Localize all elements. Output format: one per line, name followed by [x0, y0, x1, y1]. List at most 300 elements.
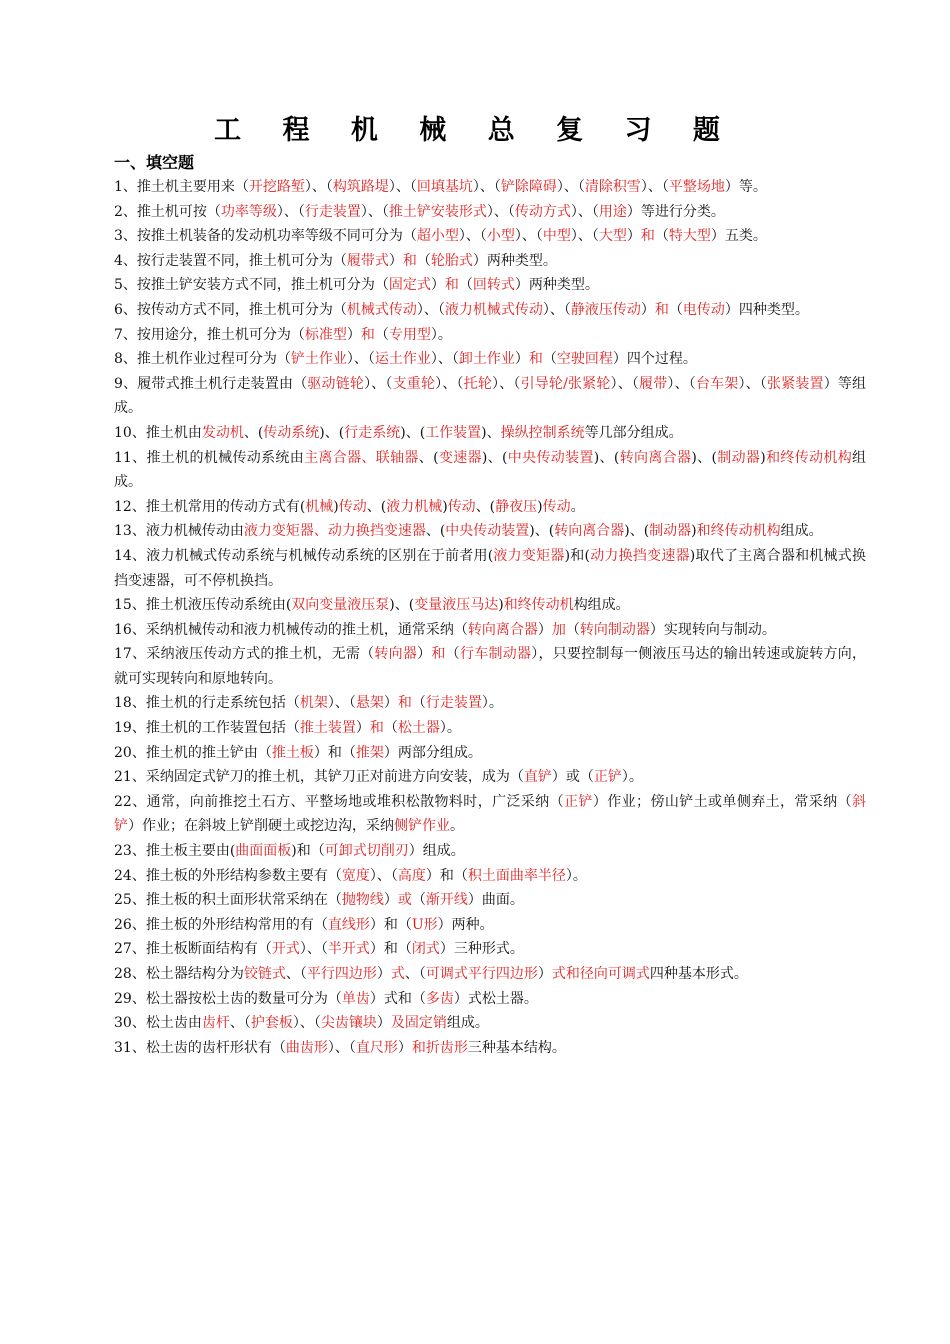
question-text: 17、采纳液压传动方式的推土机，无需（: [114, 646, 375, 663]
answer-text: 传动系统: [263, 424, 320, 441]
question-text: ）、（: [514, 228, 543, 245]
answer-text: 发动机: [201, 424, 244, 441]
question-text: 31、松土齿的齿杆形状有（: [114, 1039, 286, 1056]
answer-text: 铲土作业: [290, 351, 347, 368]
question-text: ): [442, 498, 448, 515]
question-text: 组成。: [114, 449, 867, 491]
question-item: [114, 323, 866, 348]
question-text: ）实现转向与制动。: [649, 621, 776, 638]
question-text: 21、采纳固定式铲刀的推土机，其铲刀正对前进方向安装，成为（: [114, 769, 524, 786]
answer-text: 传动: [447, 498, 476, 515]
question-text: 5、按推土铲安装方式不同，推土机可分为（: [114, 277, 389, 294]
question-text: 、(: [366, 498, 387, 515]
question-text: 组成。: [780, 523, 823, 540]
question-text: ): [498, 597, 504, 614]
answer-text: 静液压传动: [570, 301, 641, 318]
question-text: ）和（: [313, 744, 356, 761]
question-text: ）。: [621, 769, 643, 786]
question-text: ）两种类型。: [472, 252, 557, 269]
question-text: ）、（: [435, 375, 464, 392]
question-text: ）和（: [369, 941, 412, 958]
answer-text: 变速器: [438, 449, 482, 466]
question-text: 23、推土板主要由(: [114, 843, 236, 860]
question-text: ）。: [439, 720, 461, 737]
question-text: ）、（: [369, 867, 398, 884]
question-text: 20、推土机的推土铲由（: [114, 744, 272, 761]
question-item: [114, 716, 866, 741]
answer-text: 斜铲: [114, 793, 866, 835]
question-text: 11、推土机的机械传动系统由: [114, 449, 305, 466]
question-text: ）、（: [327, 1039, 356, 1056]
question-text: ）式松土器。: [453, 990, 538, 1007]
question-text: ）两部分组成。: [383, 744, 482, 761]
question-text: 22、通常，向前推挖土石方、平整场地或堆积松散物料时，广泛采纳（: [114, 793, 565, 810]
answer-text: 标准型: [304, 326, 347, 343]
question-text: ）: [537, 966, 552, 982]
answer-text: 台车架: [695, 375, 739, 392]
question-text: ）、（: [640, 179, 669, 195]
answer-text: 轮胎式: [430, 252, 473, 269]
question-text: ): [537, 498, 543, 515]
answer-text: 加: [551, 621, 566, 638]
answer-text: 松土器: [397, 720, 440, 737]
answer-text: 主离合器、联轴器: [304, 449, 419, 466]
question-text: 等几部分组成。: [584, 424, 683, 441]
answer-text: 护套板: [250, 1015, 293, 1032]
question-text: )、(: [389, 597, 415, 614]
answer-text: 运土作业: [374, 351, 431, 368]
answer-text: 用途: [598, 203, 627, 220]
answer-text: 卸土作业: [458, 351, 515, 368]
question-item: [114, 421, 866, 446]
answer-text: 铲除障碍: [500, 179, 557, 195]
question-text: )、(: [481, 449, 508, 466]
question-text: 24、推土板的外形结构参数主要有（: [114, 867, 342, 884]
question-text: （: [565, 621, 580, 638]
answer-text: 开式: [271, 941, 300, 958]
question-item: [114, 347, 866, 372]
answer-text: 特大型: [668, 228, 711, 245]
question-text: ）曲面。: [467, 892, 524, 909]
answer-text: 式: [390, 966, 405, 982]
question-text: ）: [430, 277, 445, 294]
answer-text: 功率等级: [220, 203, 277, 220]
question-text: ）: [388, 252, 403, 269]
question-text: 19、推土机的工作装置包括（: [114, 720, 300, 737]
question-text: )、(: [593, 449, 620, 466]
question-item: [114, 446, 866, 495]
answer-text: 正铲: [564, 793, 593, 810]
question-text: ）、（: [542, 301, 571, 318]
answer-text: 高度: [397, 867, 426, 884]
answer-text: 式和径向可调式: [551, 966, 650, 982]
question-text: 30、松土齿由: [114, 1015, 202, 1032]
answer-text: 机械式传动: [346, 301, 417, 318]
question-text: ）、（: [492, 375, 521, 392]
question-text: 26、推土板的外形结构常用的有（: [114, 916, 328, 933]
answer-text: 和: [528, 351, 543, 368]
answer-text: 传动方式: [514, 203, 571, 220]
question-text: ）、（: [304, 179, 333, 195]
answer-text: 大型: [598, 228, 627, 245]
question-text: ）: [376, 966, 391, 982]
question-text: ）: [376, 1015, 391, 1032]
question-text: )、(: [624, 523, 650, 540]
question-text: （: [458, 277, 473, 294]
question-item: [114, 273, 866, 298]
question-text: 1、推土机主要用来（: [114, 179, 249, 195]
answer-text: 和: [360, 326, 375, 343]
answer-text: 中央传动装置: [445, 523, 530, 540]
answer-text: 液力机械: [386, 498, 443, 515]
answer-text: 动力换挡变速器: [589, 547, 690, 564]
question-text: 6、按传动方式不同，推土机可分为（: [114, 301, 347, 318]
answer-text: 可调式平行四边形: [425, 966, 538, 982]
answer-text: 尖齿镶块: [320, 1015, 377, 1032]
question-text: （: [411, 892, 426, 909]
question-text: ）: [397, 1039, 412, 1056]
answer-text: 清除积雪: [584, 179, 641, 195]
question-text: 8、推土机作业过程可分为（: [114, 351, 291, 368]
question-text: )、(: [691, 449, 717, 466]
answer-text: 托轮: [463, 375, 493, 392]
answer-text: 直铲: [523, 769, 552, 786]
answer-text: 曲齿形: [285, 1039, 328, 1056]
question-text: 13、液力机械传动由: [114, 523, 244, 540]
answer-text: 工作装置: [425, 424, 482, 441]
question-item: [114, 298, 866, 323]
question-text: ）。: [481, 695, 503, 712]
answer-text: 多齿: [425, 990, 454, 1007]
answer-text: 悬架: [355, 695, 384, 712]
answer-text: 和: [654, 301, 669, 318]
question-text: ）两种类型。: [514, 277, 599, 294]
question-text: ）作业；在斜坡上铲削硬土或挖边沟，采纳: [128, 818, 394, 835]
question-text: 12、推土机常用的传动方式有(: [114, 498, 306, 515]
question-item: [114, 1036, 866, 1061]
question-item: [114, 175, 866, 200]
answer-text: 半开式: [327, 941, 370, 958]
answer-text: 转向器: [374, 646, 418, 663]
question-text: 、（: [229, 1015, 251, 1032]
question-text: ）等进行分类。: [626, 203, 725, 220]
question-text: 、(: [425, 523, 446, 540]
answer-text: 固定式: [388, 277, 431, 294]
question-text: 10、推土机由: [114, 424, 202, 441]
question-text: 、(: [475, 498, 496, 515]
question-item: [114, 962, 866, 987]
question-text: )、(: [400, 424, 426, 441]
question-text: 2、推土机可按（: [114, 203, 221, 220]
question-text: 28、松土器结构分为: [114, 966, 244, 982]
question-text: ）、（: [667, 375, 696, 392]
question-text: （: [654, 228, 669, 245]
answer-text: 液力变矩器、动力换挡变速器: [243, 523, 426, 540]
question-text: 14、液力机械式传动系统与机械传动系统的区别在于前者用(: [114, 547, 494, 564]
answer-text: 铰链式: [243, 966, 286, 982]
answer-text: 机械: [305, 498, 334, 515]
answer-text: 渐开线: [425, 892, 468, 909]
question-text: ）: [355, 720, 370, 737]
question-item: [114, 544, 866, 593]
answer-text: 和终传动机构: [696, 523, 781, 540]
answer-text: 回转式: [472, 277, 515, 294]
answer-text: 制动器: [716, 449, 761, 466]
answer-text: 单齿: [341, 990, 370, 1007]
answer-text: 中央传动装置: [507, 449, 594, 466]
answer-text: 制动器: [649, 523, 692, 540]
question-text: （: [374, 326, 389, 343]
answer-text: 履带: [639, 375, 668, 392]
question-text: 、（: [404, 966, 426, 982]
question-text: ）、（: [346, 351, 375, 368]
question-text: （: [445, 646, 460, 663]
answer-text: 变量液压马达: [414, 597, 499, 614]
question-text: 只要控制每一侧液压马达的输出转速或旋转方向，就可实现转向和原地转向。: [114, 646, 867, 687]
answer-text: 液力变矩器: [493, 547, 565, 564]
answer-text: 或: [397, 892, 412, 909]
question-item: [114, 593, 866, 618]
question-text: ）: [383, 695, 398, 712]
question-text: ），: [531, 646, 553, 663]
question-text: ）、（: [299, 941, 328, 958]
answer-text: 直尺形: [355, 1039, 398, 1056]
answer-text: 和折齿形: [411, 1039, 468, 1056]
question-text: ）两种。: [437, 916, 494, 933]
answer-text: 操纵控制系统: [500, 424, 585, 441]
question-text: （: [416, 252, 431, 269]
answer-text: 专用型: [388, 326, 431, 343]
answer-text: 构筑路堤: [332, 179, 389, 195]
answer-text: 推土板: [271, 744, 314, 761]
question-item: [114, 1011, 866, 1036]
answer-text: 和: [431, 646, 446, 663]
answer-text: 和终传动机构: [765, 449, 853, 466]
question-item: [114, 372, 866, 421]
question-text: （: [668, 301, 683, 318]
question-text: 四种基本形式。: [649, 966, 748, 982]
answer-text: 宽度: [341, 867, 370, 884]
question-text: ）: [640, 301, 655, 318]
answer-text: 转向离合器: [554, 523, 625, 540]
question-item: [114, 249, 866, 274]
answer-text: 和: [402, 252, 417, 269]
question-text: ）: [417, 646, 432, 663]
question-text: 组成。: [446, 1015, 489, 1032]
question-text: )、(: [529, 523, 555, 540]
answer-text: 和: [444, 277, 459, 294]
question-text: ): [333, 498, 339, 515]
answer-text: 和终传动机: [503, 597, 574, 614]
answer-text: 推土铲安装形式: [388, 203, 487, 220]
question-text: ）、（: [556, 179, 585, 195]
question-item: [114, 765, 866, 790]
question-text: ）四个过程。: [612, 351, 697, 368]
answer-text: 抛物线: [341, 892, 384, 909]
answer-text: 空驶回程: [556, 351, 613, 368]
question-text: ）三种形式。: [439, 941, 524, 958]
answer-text: 积土面曲率半径: [467, 867, 566, 884]
answer-text: 回填基坑: [416, 179, 473, 195]
answer-text: 中型: [542, 228, 571, 245]
answer-text: 液力机械式传动: [444, 301, 543, 318]
question-text: ）、（: [364, 375, 393, 392]
answer-text: 转向离合器: [619, 449, 692, 466]
question-text: )、(: [319, 424, 345, 441]
question-text: ）作业；傍山铲土或单侧弃土，常采纳（: [592, 793, 852, 810]
question-text: ）四种类型。: [724, 301, 809, 318]
question-text: )、: [481, 424, 501, 441]
question-text: ）、（: [570, 228, 599, 245]
answer-text: 双向变量液压泵: [291, 597, 390, 614]
answer-text: 静夜压: [495, 498, 538, 515]
question-item: [114, 519, 866, 544]
answer-text: 转向离合器: [467, 621, 538, 638]
answer-text: 电传动: [682, 301, 725, 318]
answer-text: 履带式: [346, 252, 389, 269]
answer-text: 引导轮/张紧轮: [520, 375, 611, 392]
answer-text: 行车制动器: [459, 646, 532, 663]
question-text: 3、按推土机装备的发动机功率等级不同可分为（: [114, 228, 417, 245]
question-text: 27、推土板断面结构有（: [114, 941, 272, 958]
answer-text: 和: [369, 720, 384, 737]
question-text: )和（: [291, 843, 325, 860]
question-item: [114, 200, 866, 225]
question-text: ）、（: [276, 203, 305, 220]
answer-text: 小型: [486, 228, 515, 245]
question-text: ）: [626, 228, 641, 245]
question-item: [114, 224, 866, 249]
answer-text: 平整场地: [668, 179, 725, 195]
answer-text: 超小型: [416, 228, 459, 245]
question-text: ）、（: [327, 695, 356, 712]
question-text: ）: [514, 351, 529, 368]
question-item: [114, 839, 866, 864]
page-title: 工 程 机 械 总 复 习 题: [214, 115, 736, 146]
question-item: [114, 741, 866, 766]
question-text: ）。: [565, 867, 587, 884]
question-text: )和(: [564, 547, 590, 564]
question-text: （: [542, 351, 557, 368]
question-text: （: [411, 695, 426, 712]
question-text: ）、（: [430, 351, 459, 368]
answer-text: 张紧装置: [767, 375, 824, 392]
question-text: 构组成。: [573, 597, 630, 614]
question-item: [114, 495, 866, 520]
question-item: [114, 790, 866, 839]
answer-text: 曲面面板: [235, 843, 292, 860]
answer-text: 行走系统: [344, 424, 401, 441]
answer-text: 机架: [299, 695, 328, 712]
question-text: )取代了主离合器和机械式换挡变速器，可不停机换挡。: [114, 547, 866, 589]
section-heading: 一、填空题: [114, 153, 195, 172]
answer-text: 推架: [355, 744, 384, 761]
question-item: [114, 618, 866, 643]
question-item: [114, 864, 866, 889]
answer-text: 开挖路堑: [248, 179, 305, 195]
answer-text: 闭式: [411, 941, 440, 958]
question-text: 18、推土机的行走系统包括（: [114, 695, 300, 712]
question-text: 、（: [285, 966, 307, 982]
question-item: [114, 913, 866, 938]
answer-text: 转向制动器: [579, 621, 650, 638]
answer-text: U形: [411, 916, 438, 933]
question-item: [114, 987, 866, 1012]
question-item: [114, 937, 866, 962]
question-item: [114, 691, 866, 716]
question-text: ）: [537, 621, 552, 638]
question-text: ): [691, 523, 697, 540]
answer-text: 传动: [542, 498, 571, 515]
question-list: [114, 175, 866, 1060]
question-text: ）等组成。: [114, 375, 867, 417]
question-text: 、(: [243, 424, 264, 441]
answer-text: 及固定销: [390, 1015, 447, 1032]
question-text: ）和（: [425, 867, 468, 884]
question-text: ）或（: [551, 769, 594, 786]
question-text: 25、推土板的积土面形状常采纳在（: [114, 892, 342, 909]
question-text: ）、（: [610, 375, 640, 392]
question-text: ）五类。: [710, 228, 767, 245]
question-text: ）、（: [570, 203, 599, 220]
question-text: 。: [570, 498, 585, 515]
answer-text: 和: [640, 228, 655, 245]
question-text: ）、（: [416, 301, 445, 318]
question-text: 。: [450, 818, 464, 835]
question-text: 29、松土器按松土齿的数量可分为（: [114, 990, 342, 1007]
question-text: 7、按用途分，推土机可分为（: [114, 326, 305, 343]
answer-text: 平行四边形: [306, 966, 377, 982]
answer-text: 推土装置: [299, 720, 356, 737]
question-text: ）、（: [388, 179, 417, 195]
question-text: ）。: [430, 326, 452, 343]
question-text: 三种基本结构。: [467, 1039, 566, 1056]
question-text: ）、（: [486, 203, 515, 220]
question-text: ）式和（: [369, 990, 426, 1007]
question-text: ）、（: [292, 1015, 321, 1032]
answer-text: 支重轮: [392, 375, 436, 392]
question-text: 15、推土机液压传动系统由(: [114, 597, 292, 614]
question-text: ）: [346, 326, 361, 343]
question-text: ）、（: [472, 179, 501, 195]
question-text: 、(: [418, 449, 439, 466]
answer-text: 齿杆: [201, 1015, 230, 1032]
question-text: 4、按行走装置不同，推土机可分为（: [114, 252, 347, 269]
answer-text: 和: [397, 695, 412, 712]
answer-text: 直线形: [327, 916, 370, 933]
answer-text: 正铲: [593, 769, 622, 786]
question-text: ）、（: [738, 375, 767, 392]
answer-text: 侧铲作业: [394, 818, 450, 835]
question-text: ): [760, 449, 766, 466]
question-text: ）等。: [724, 179, 767, 195]
answer-text: 行走装置: [425, 695, 482, 712]
question-item: [114, 642, 866, 691]
answer-text: 驱动链轮: [307, 375, 365, 392]
question-text: ）组成。: [408, 843, 465, 860]
question-text: ）: [383, 892, 398, 909]
answer-text: 行走装置: [304, 203, 361, 220]
answer-text: 传动: [338, 498, 367, 515]
question-item: [114, 888, 866, 913]
question-text: 9、履带式推土机行走装置由（: [114, 375, 308, 392]
question-text: ）和（: [369, 916, 412, 933]
question-text: ）、（: [458, 228, 487, 245]
question-text: （: [383, 720, 398, 737]
question-text: 16、采纳机械传动和液力机械传动的推土机，通常采纳（: [114, 621, 468, 638]
answer-text: 可卸式切削刃: [324, 843, 409, 860]
question-text: ）、（: [360, 203, 389, 220]
